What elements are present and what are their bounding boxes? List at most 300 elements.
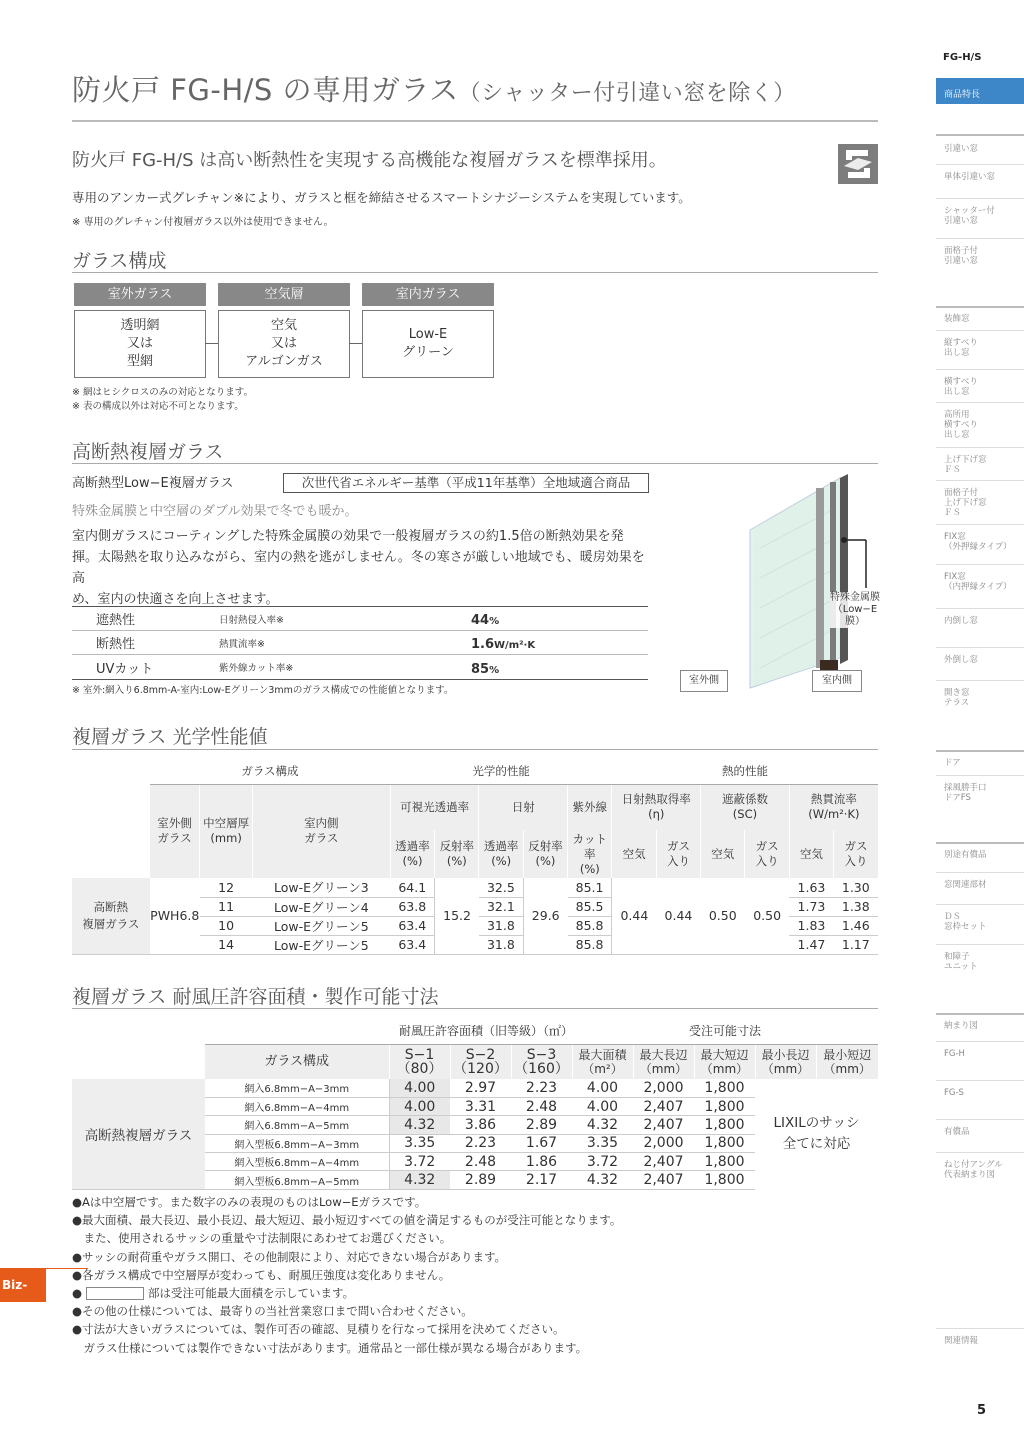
sidebar-item-5[interactable]	[944, 338, 978, 358]
short-cell: 1,800	[694, 1171, 755, 1189]
row-group-label	[72, 878, 150, 954]
glass-section-diagram	[680, 468, 880, 698]
film-label-line: （Low−E膜）	[832, 604, 878, 627]
title-rule	[72, 120, 878, 122]
col-u	[789, 784, 878, 830]
group-header-optical: 光学的性能	[390, 758, 612, 784]
col-min-long	[755, 1044, 816, 1079]
header-line: （mm）	[639, 1061, 688, 1076]
composition-header-air: 空気層	[218, 283, 350, 306]
col-max-short	[694, 1044, 755, 1079]
header-line: 最小長辺	[761, 1047, 810, 1062]
insulation-catch: 特殊金属膜と中空層のダブル効果で冬でも暖か。	[72, 504, 358, 519]
header-line: 反射率	[439, 839, 475, 853]
sidebar-item-23[interactable]	[944, 1088, 964, 1098]
sidebar-item-14[interactable]	[944, 688, 970, 708]
sol-refl-cell: 29.6	[523, 878, 567, 954]
empty-cell	[72, 1018, 205, 1044]
empty-cell	[72, 758, 150, 784]
perf-value: 85	[471, 661, 490, 677]
sidebar-divider	[936, 904, 1024, 905]
footnote: また、使用されるサッシの重量や寸法制限にあわせてお選びください。	[72, 1231, 452, 1246]
description: 専用のアンカー式グレチャン※により、ガラスと框を締結させるスマートシナジーシステムを実現しています。	[72, 190, 691, 205]
short-cell: 1,800	[694, 1116, 755, 1134]
sol-trans-cell: 32.1	[479, 897, 523, 916]
composition-box-inside	[362, 310, 494, 378]
table-row	[72, 878, 878, 897]
sidebar-item-line: ＤＳ	[944, 912, 962, 922]
film-label-line: 特殊金属膜	[830, 592, 880, 603]
sol-trans-cell: 31.8	[479, 935, 523, 954]
header-line: （mm）	[761, 1061, 810, 1076]
long-cell: 2,407	[633, 1171, 694, 1189]
s2-cell: 3.86	[450, 1116, 511, 1134]
header-line: 入り	[844, 854, 868, 868]
sidebar-item-3[interactable]	[944, 246, 978, 266]
header-line: 遮蔽係数	[721, 792, 768, 807]
empty-cell	[72, 1044, 205, 1079]
glass-cell: 網入型板6.8mm−A−5mm	[205, 1171, 389, 1189]
lead-text: 防火戸 FG-H/S は高い断熱性を実現する高機能な複層ガラスを標準採用。	[72, 150, 667, 171]
area-cell: 3.35	[572, 1134, 633, 1152]
sidebar-item-line: FIX窓	[944, 532, 966, 542]
inside-glass-cell: Low-Eグリーン4	[252, 897, 390, 916]
group-header-wind: 耐風圧許容面積（旧等級）（㎡）	[389, 1018, 572, 1044]
sidebar-divider	[936, 480, 1024, 481]
insulation-label: 高断熱型Low−E複層ガラス	[72, 476, 234, 491]
sidebar-item-4[interactable]	[944, 314, 970, 324]
sidebar-item-22[interactable]	[944, 1049, 965, 1059]
sidebar-item-line: FG-S	[944, 1088, 964, 1098]
empty-cell	[205, 1018, 389, 1044]
sidebar-item-line: 面格子付	[944, 246, 979, 256]
s3-cell: 2.23	[511, 1079, 572, 1097]
sidebar-divider	[936, 238, 1024, 239]
table-row	[72, 1079, 878, 1097]
sidebar-item-line: 装飾窓	[944, 314, 970, 324]
col-s2	[450, 1044, 511, 1079]
header-line: (%)	[446, 854, 467, 868]
lixil-cell	[755, 1079, 878, 1189]
perf-name: 断熱性	[96, 637, 136, 652]
sidebar-item-line: 出し窓	[944, 430, 970, 440]
area-cell: 4.32	[572, 1171, 633, 1189]
sidebar-item-8[interactable]	[944, 455, 987, 475]
s1-cell: 4.32	[389, 1171, 450, 1189]
perf-item: 熱貫流率※	[219, 638, 265, 650]
sidebar-item-0[interactable]	[944, 144, 978, 154]
header-line: S−1	[404, 1046, 435, 1063]
shgc-air-cell: 0.44	[612, 878, 656, 954]
header-line: ガラス	[304, 831, 339, 846]
long-cell: 2,000	[633, 1134, 694, 1152]
sidebar-item-line: 縦すべり	[944, 338, 978, 348]
vis-trans-cell: 63.4	[390, 935, 434, 954]
sidebar-divider	[936, 1328, 1024, 1329]
col-visible: 可視光透過率	[390, 784, 479, 830]
sidebar-item-18[interactable]	[944, 880, 987, 890]
performance-row	[72, 631, 648, 655]
header-line: 透過率	[395, 839, 430, 853]
header-line: ガス	[666, 839, 690, 853]
composition-note: ※ 表の構成以外は対応不可となります。	[72, 401, 244, 412]
header-line: （m²）	[582, 1061, 623, 1076]
sidebar-item-16[interactable]	[944, 783, 987, 803]
inside-glass-cell: Low-Eグリーン5	[252, 935, 390, 954]
sidebar-divider	[936, 447, 1024, 448]
sub-trans	[390, 830, 434, 878]
sidebar-item-line: （外押縁タイプ）	[944, 542, 1012, 552]
sidebar-divider	[936, 306, 1024, 308]
vis-refl-cell: 15.2	[435, 878, 479, 954]
perf-name: 遮熱性	[96, 613, 136, 628]
s2-cell: 2.97	[450, 1079, 511, 1097]
composition-title: ガラス構成	[72, 250, 167, 272]
footnote: ●各ガラス構成で中空層厚が変わっても、耐風圧強度は変化ありません。	[72, 1267, 451, 1282]
header-line: 熱貫流率	[810, 792, 857, 807]
description-note: ※ 専用のグレチャン付複層ガラス以外は使用できません。	[72, 217, 334, 228]
sidebar-divider	[936, 330, 1024, 331]
header-line: 日射熱取得率	[621, 792, 691, 807]
col-min-short	[816, 1044, 878, 1079]
u-air-cell: 1.47	[789, 935, 833, 954]
perf-unit: %	[489, 664, 500, 676]
col-glass: ガラス構成	[205, 1044, 389, 1079]
page-title-sub: （シャッター付引違い窓を除く）	[458, 81, 796, 106]
sidebar-divider	[936, 164, 1024, 165]
performance-row	[72, 607, 648, 631]
u-gas-cell: 1.38	[834, 897, 878, 916]
sidebar-item-12[interactable]	[944, 616, 978, 626]
header-line: S−3	[526, 1046, 557, 1063]
s2-cell: 2.23	[450, 1134, 511, 1152]
inside-glass-cell: Low-Eグリーン3	[252, 878, 390, 897]
sidebar-item-13[interactable]	[944, 655, 978, 665]
composition-box-air	[218, 310, 350, 378]
composition-text: アルゴンガス	[245, 354, 323, 369]
gap-cell: 12	[200, 878, 252, 897]
u-air-cell: 1.63	[789, 878, 833, 897]
composition-box-outside	[74, 310, 206, 378]
sidebar-item-line: 和障子	[944, 952, 970, 962]
sidebar-item-line: ねじ付アングル	[944, 1160, 1003, 1170]
glass-cell: 網入型板6.8mm−A−3mm	[205, 1134, 389, 1152]
s1-cell: 4.00	[389, 1079, 450, 1097]
header-line: 最小短辺	[823, 1047, 872, 1062]
sidebar-item-19[interactable]	[944, 912, 987, 932]
wind-pressure-table	[72, 1018, 878, 1190]
header-line: 中空層厚	[203, 816, 250, 831]
sidebar-divider	[936, 842, 1024, 844]
sidebar-item-2[interactable]	[944, 206, 995, 226]
header-line: （mm）	[700, 1061, 749, 1076]
sidebar-item-line: シャッター付	[944, 206, 995, 216]
header-line: 最大長辺	[639, 1047, 688, 1062]
body-line: 室内側ガラスにコーティングした特殊金属膜の効果で一般複層ガラスの約1.5倍の断熱効果を発	[72, 529, 624, 544]
connector-line	[349, 343, 363, 344]
sub-refl	[523, 830, 567, 878]
sidebar-divider	[936, 134, 1024, 136]
energy-standard-badge: 次世代省エネルギー基準（平成11年基準）全地域適合商品	[283, 473, 649, 493]
perf-name: UVカット	[96, 661, 154, 677]
header-line: カット率	[572, 831, 607, 861]
col-sc	[701, 784, 790, 830]
area-cell: 3.72	[572, 1153, 633, 1171]
header-line: (SC)	[732, 807, 758, 822]
composition-text: 又は	[270, 336, 297, 351]
header-line: 反射率	[528, 839, 563, 853]
col-inside-glass	[252, 784, 390, 878]
col-uv: 紫外線	[568, 784, 612, 830]
sidebar-item-line: 代表納まり図	[944, 1170, 996, 1180]
sidebar-divider	[936, 647, 1024, 648]
u-gas-cell: 1.17	[834, 935, 878, 954]
header-line: 室内側	[304, 816, 339, 831]
sidebar-divider	[936, 680, 1024, 681]
row-group-label: 高断熱複層ガラス	[72, 1079, 205, 1189]
sidebar-divider	[936, 775, 1024, 776]
perf-item: 日射熱侵入率※	[219, 614, 284, 626]
sidebar-item-line: FIX窓	[944, 572, 966, 582]
sub-refl	[435, 830, 479, 878]
sidebar-item-17[interactable]	[944, 850, 987, 860]
sidebar-item-line: ＦＳ	[944, 508, 962, 518]
footnote: ガラス仕様については製作できない寸法があります。通常品と一部仕様が異なる場合があります。	[72, 1340, 588, 1355]
sidebar-item-line: 上げ下げ窓	[944, 455, 987, 465]
gap-cell: 10	[200, 916, 252, 935]
s3-cell: 2.48	[511, 1097, 572, 1115]
sidebar-divider	[936, 750, 1024, 752]
gap-cell: 14	[200, 935, 252, 954]
sidebar-item-line: ドアFS	[944, 793, 971, 803]
header-line: ガス	[755, 839, 779, 853]
composition-text: Low-E	[408, 327, 448, 342]
sidebar-item-26[interactable]	[944, 1336, 978, 1346]
sidebar-item-line: ユニット	[944, 962, 978, 972]
header-line: 入り	[755, 854, 779, 868]
composition-note: ※ 網はヒシクロスのみの対応となります。	[72, 387, 254, 398]
col-outside-glass	[150, 784, 200, 878]
sc-gas-cell: 0.50	[745, 878, 789, 954]
performance-note: ※ 室外:網入り6.8mm-A-室内:Low-Eグリーン3mmのガラス構成での性能値となります。	[72, 685, 454, 696]
empty-cell	[72, 784, 150, 830]
sidebar-divider	[936, 198, 1024, 199]
sidebar-item-line: 出し窓	[944, 387, 970, 397]
uv-cell: 85.5	[568, 897, 612, 916]
body-line: め、室内の快適さを向上させます。	[72, 592, 279, 607]
u-gas-cell: 1.46	[834, 916, 878, 935]
header-line: (%)	[491, 854, 512, 868]
lixil-line: 全てに対応	[782, 1136, 851, 1153]
outside-glass-cell: PWH6.8	[150, 878, 200, 954]
sidebar-item-line: 引違い窓	[944, 256, 979, 266]
s1-cell: 4.00	[389, 1097, 450, 1115]
header-line: (W/m²·K)	[808, 807, 860, 822]
sol-trans-cell: 31.8	[479, 916, 523, 935]
s2-cell: 2.48	[450, 1153, 511, 1171]
header-line: 透過率	[483, 839, 519, 853]
vis-trans-cell: 64.1	[390, 878, 434, 897]
group-header-thermal: 熱的性能	[612, 758, 878, 784]
low-e-film-label	[830, 592, 880, 628]
sub-gas	[745, 830, 789, 878]
composition-text: 型網	[126, 354, 153, 369]
sidebar-item-line: 上げ下げ窓	[944, 498, 987, 508]
sub-gas	[656, 830, 700, 878]
composition-text: グリーン	[402, 345, 454, 360]
composition-text: 空気	[270, 318, 297, 333]
s1-cell: 3.72	[389, 1153, 450, 1171]
sidebar-divider	[936, 369, 1024, 370]
sidebar-item-10[interactable]	[944, 532, 1012, 552]
sidebar-divider	[936, 1080, 1024, 1081]
wind-rule	[72, 1008, 878, 1009]
composition-header-outside: 室外ガラス	[74, 283, 206, 306]
sidebar-item-7[interactable]	[944, 410, 978, 440]
footnote: ●サッシの耐荷重やガラス開口、その他制限により、対応できない場合があります。	[72, 1249, 507, 1264]
footnote: ●Aは中空層です。また数字のみの表現のものはLow−Eガラスです。	[72, 1195, 427, 1209]
sidebar-product-label: FG-H/S	[943, 52, 982, 63]
shade-legend-box	[86, 1287, 144, 1300]
sidebar-item-line: 納まり図	[944, 1021, 979, 1031]
s3-cell: 1.67	[511, 1134, 572, 1152]
header-line: （160）	[514, 1060, 569, 1077]
sidebar-item-features[interactable]: 商品特長	[936, 78, 1024, 104]
u-air-cell: 1.83	[789, 916, 833, 935]
header-line: (η)	[648, 807, 665, 822]
row-group-line: 高断熱	[93, 899, 129, 914]
sidebar-item-9[interactable]	[944, 488, 987, 518]
sidebar-item-15[interactable]	[944, 758, 961, 768]
sidebar-item-line: 外倒し窓	[944, 655, 979, 665]
header-line: (%)	[535, 854, 556, 868]
footnote-text: 部は受注可能最大面積を示しています。	[148, 1286, 355, 1301]
sidebar-item-25[interactable]	[944, 1160, 1003, 1180]
sidebar-divider	[936, 564, 1024, 565]
sidebar-item-6[interactable]	[944, 377, 978, 397]
perf-item: 紫外線カット率※	[219, 663, 294, 674]
sidebar-item-11[interactable]	[944, 572, 1012, 592]
sidebar-item-line: テラス	[944, 698, 970, 708]
col-s1	[389, 1044, 450, 1079]
s3-cell: 2.89	[511, 1116, 572, 1134]
sidebar-divider	[936, 1041, 1024, 1042]
header-line: 室外側	[157, 816, 192, 831]
sidebar-divider	[936, 608, 1024, 609]
header-line: (%)	[579, 861, 600, 876]
sidebar-divider	[936, 872, 1024, 873]
composition-text: 又は	[126, 336, 153, 351]
sidebar-item-line: 高所用	[944, 410, 970, 420]
header-line: （120）	[453, 1060, 508, 1077]
sidebar-item-line: 窓枠セット	[944, 922, 987, 932]
sidebar-item-line: 引違い窓	[944, 144, 979, 154]
sidebar-item-1[interactable]	[944, 172, 995, 182]
long-cell: 2,407	[633, 1153, 694, 1171]
short-cell: 1,800	[694, 1134, 755, 1152]
area-cell: 4.32	[572, 1116, 633, 1134]
header-line: （80）	[396, 1060, 443, 1077]
composition-header-inside: 室内ガラス	[362, 283, 494, 306]
optical-title: 複層ガラス 光学性能値	[72, 726, 268, 748]
insulation-rule	[72, 463, 878, 464]
biz-lix-logo: Biz-LIX	[0, 1268, 46, 1302]
col-max-long	[633, 1044, 694, 1079]
sidebar-item-line: 引違い窓	[944, 216, 979, 226]
long-cell: 2,000	[633, 1079, 694, 1097]
area-cell: 4.00	[572, 1097, 633, 1115]
page-number: 5	[977, 1403, 987, 1418]
header-line: （mm）	[823, 1061, 871, 1076]
sub-trans	[479, 830, 523, 878]
sidebar-divider	[936, 402, 1024, 403]
connector-line	[205, 343, 219, 344]
col-shgc	[612, 784, 701, 830]
footnote: ●その他の仕様については、最寄りの当社営業窓口まで問い合わせください。	[72, 1304, 473, 1319]
header-line: (%)	[402, 854, 423, 868]
short-cell: 1,800	[694, 1079, 755, 1097]
group-header-orderable: 受注可能寸法	[572, 1018, 878, 1044]
lixil-line: LIXILのサッシ	[773, 1115, 860, 1132]
sub-gas	[834, 830, 878, 878]
perf-value: 44	[471, 613, 490, 628]
optical-performance-table	[72, 758, 878, 955]
gap-cell: 11	[200, 897, 252, 916]
sidebar-item-line: ＦＳ	[944, 465, 962, 475]
group-header-composition: ガラス構成	[150, 758, 391, 784]
area-cell: 4.00	[572, 1079, 633, 1097]
biz-lix-rule	[46, 1268, 88, 1302]
sidebar-item-21[interactable]	[944, 1021, 978, 1031]
sidebar-item-line: 横すべり	[944, 420, 978, 430]
s1-cell: 4.32	[389, 1116, 450, 1134]
sidebar-item-line: ドア	[944, 758, 961, 768]
sidebar-item-line: 別途有償品	[944, 850, 987, 860]
u-air-cell: 1.73	[789, 897, 833, 916]
sidebar-item-line: 有償品	[944, 1127, 970, 1137]
perf-unit: %	[489, 616, 500, 627]
sidebar-item-line: FG-H	[944, 1049, 965, 1059]
sidebar-item-line: 関連情報	[944, 1336, 979, 1346]
s3-cell: 1.86	[511, 1153, 572, 1171]
long-cell: 2,407	[633, 1116, 694, 1134]
inside-glass-cell: Low-Eグリーン5	[252, 916, 390, 935]
sidebar-divider	[936, 524, 1024, 525]
header-line: 入り	[666, 854, 690, 868]
header-line: ガラス	[157, 831, 192, 846]
sub-air: 空気	[701, 830, 745, 878]
sidebar-item-line: 横すべり	[944, 377, 978, 387]
sidebar-item-line: 単体引違い窓	[944, 172, 996, 182]
sidebar-item-24[interactable]	[944, 1127, 970, 1137]
sidebar-divider	[936, 1119, 1024, 1120]
s2-cell: 3.31	[450, 1097, 511, 1115]
sidebar-item-line: 面格子付	[944, 488, 979, 498]
indoor-side-label: 室内側	[812, 670, 862, 692]
footnotes	[72, 1193, 621, 1357]
uv-cell: 85.8	[568, 916, 612, 935]
performance-table	[72, 606, 648, 680]
sub-air: 空気	[789, 830, 833, 878]
footnote: ● 部は受注可能最大面積を示しています。	[72, 1286, 355, 1301]
long-cell: 2,407	[633, 1097, 694, 1115]
sidebar-divider	[936, 1013, 1024, 1015]
body-line: 揮。太陽熱を取り込みながら、室内の熱を逃がしません。冬の寒さが厳しい地域でも、暖房効果を高	[72, 550, 645, 586]
sidebar-item-20[interactable]	[944, 952, 978, 972]
u-gas-cell: 1.30	[834, 878, 878, 897]
composition-rule	[72, 272, 878, 273]
glass-cell: 網入型板6.8mm−A−4mm	[205, 1153, 389, 1171]
